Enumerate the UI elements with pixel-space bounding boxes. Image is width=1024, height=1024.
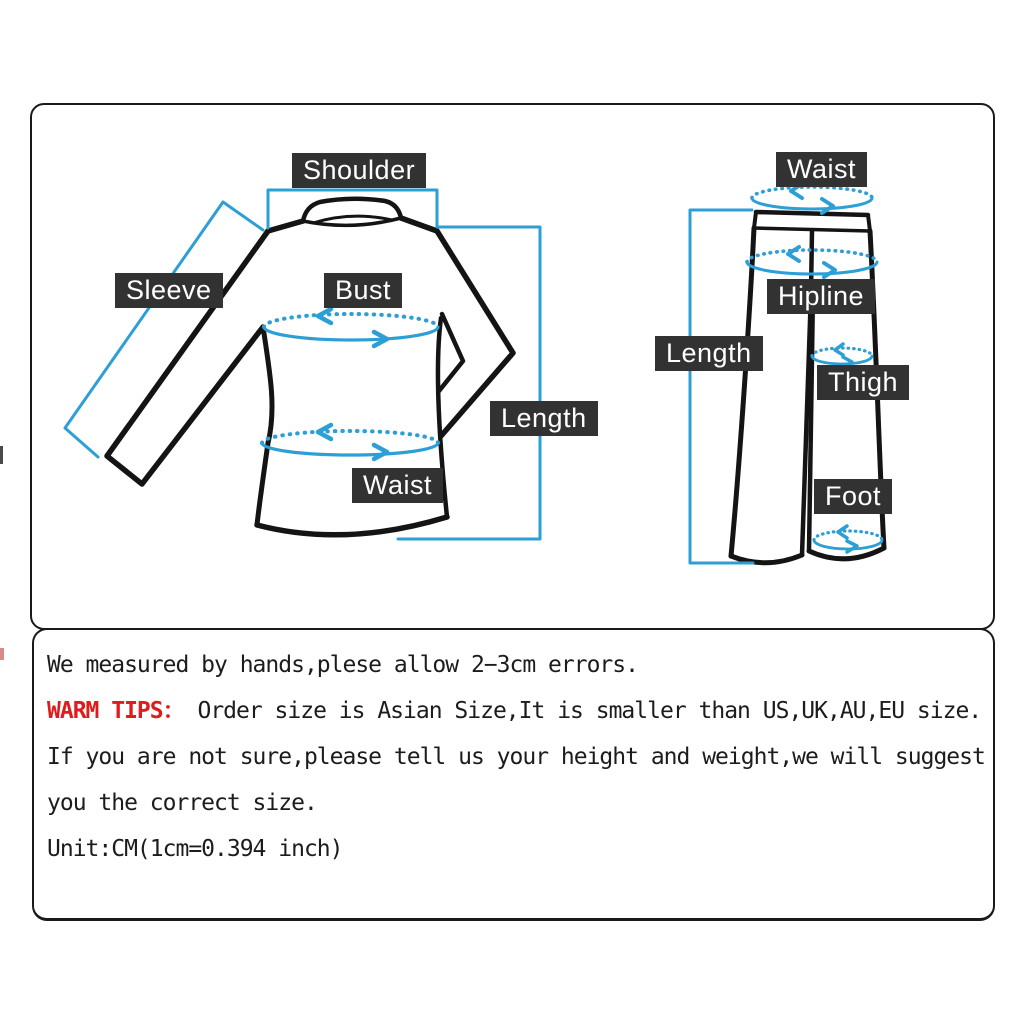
- shirt-left-sleeve: [107, 231, 268, 484]
- note-line-suggest-2: you the correct size.: [47, 790, 317, 816]
- pants-waist-label: Waist: [776, 152, 867, 187]
- shirt-measure-lines: [65, 190, 540, 539]
- shirt-length-label: Length: [490, 401, 598, 436]
- warm-tips-text: Order size is Asian Size,It is smaller than US,UK,AU,EU size.: [184, 698, 982, 724]
- pants-waistband: [756, 212, 868, 215]
- shirt-body-left: [257, 327, 272, 525]
- note-line-errors: We measured by hands,plese allow 2−3cm errors.: [47, 652, 638, 678]
- shirt-hem: [257, 517, 447, 535]
- shirt-waist-label: Waist: [352, 468, 443, 503]
- sleeve-measure-line: [65, 202, 263, 457]
- pants-hipline-label: Hipline: [767, 279, 875, 314]
- note-line-suggest-1: If you are not sure,please tell us your height and weight,we will suggest: [47, 744, 985, 770]
- shirt-bust-label: Bust: [324, 273, 402, 308]
- bust-measure-ellipse: [264, 309, 438, 346]
- pants-waist-measure-ellipse: [752, 184, 872, 213]
- pants-left-leg: [731, 228, 754, 556]
- note-line-unit: Unit:CM(1cm=0.394 inch): [47, 836, 343, 862]
- shirt-drawing: [107, 199, 513, 535]
- shirt-shoulder-label: Shoulder: [292, 153, 426, 188]
- shirt-sleeve-label: Sleeve: [115, 273, 223, 308]
- warm-tips-label: WARM TIPS：: [47, 698, 185, 724]
- pants-foot-label: Foot: [814, 479, 892, 514]
- foot-measure-ellipse: [814, 526, 882, 552]
- measurement-notes: [47, 650, 987, 880]
- shirt-waist-measure-ellipse: [262, 425, 438, 459]
- note-line-warm-tips: [47, 696, 987, 726]
- pants-length-label: Length: [655, 336, 763, 371]
- pants-thigh-label: Thigh: [817, 365, 909, 400]
